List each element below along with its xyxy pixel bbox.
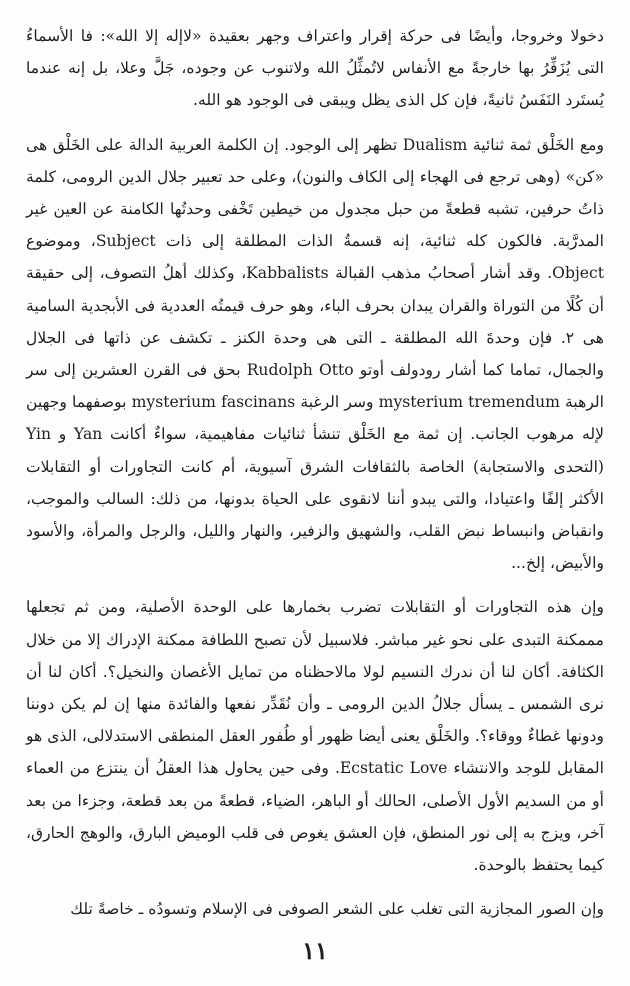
paragraph-2: ومع الخَلْق ثمة ثنائية Dualism تظهر إلى الوجود. إن الكلمة العربية الدالة على الخَلْق هى «كن» (وهى ترجع فى الهجاء إلى الكاف والنون)، وعلى حد تعبير جلال الدين الرومى، كلمة ذاتُ حرفين، تشبه قطعةً من حبل مجدول من خيطين تَخْفى وحدتُها الكامنة عن العين غير المدرَّبة. فالكون كله ثنائية، إنه قسمةُ الذات المطلقة إلى ذات Subject، وموضوع Object. وقد أشار أصحابُ مذهب القبالة Kabbalists، وكذلك أهلُ التصوف، إلى حقيقة أن كُلًا من التوراة والقران يبدان بحرف الباء، وهو حرف قيمتُه العددية فى الأبجدية السامية هى ٢. فإن وحدةَ الله المطلقة ـ التى هى وحدة الكنز ـ تكشف عن ذاتها فى الجلال والجمال، تماما كما أشار رودولف أوتو Rudolph Otto بحق فى القرن العشرين إلى سر الرهبة mysterium tremendum وسر الرغبة mysterium fascinans بوصفهما وجهين لإله مرهوب الجانب. إن ثمة مع الخَلْق تنشأ ثنائيات مفاهيمية، سواءٌ أكانت Yan و Yin (التحدى والاستجابة) الخاصة بالثقافات الشرق آسيوية، أم كانت التجاورات أو التقابلات الأكثر إلفًا واعتيادا، والتى يبدو أننا لانقوى على الحياة بدونها، من ذلك: السالب والموجب، وانقباض وانبساط نبض القلب، والشهيق والزفير، والنهار والليل، والرجل والمرأة، والأسود والأبيض، إلخ... bbox=[26, 135, 605, 573]
paragraph-1: دخولا وخروجا، وأيضًا فى حركة إقرار واعتراف وجهر بعقيدة «لاإله إلا الله»: فا الأسماءُ التى يُزَفِّرُ بها خارجةً مع الأنفاس لاتُمثِّلُ الله ولاتنوب عن وجوده، جَلَّ وعلا، بل إنه عندما يُستَرد النَفَسُ ثانيةً، فإن كل الذى يظل ويبقى فى الوجود هو الله. bbox=[26, 27, 604, 110]
paragraph-4: وإن الصور المجازية التى تغلب على الشعر الصوفى فى الإسلام وتسودُه ـ خاصةً تلك bbox=[70, 900, 604, 919]
page-number: ١١ bbox=[302, 936, 328, 965]
paragraph-3: وإن هذه التجاورات أو التقابلات تضرب بخمارها على الوحدة الأصلية، ومن ثم تجعلها مممكنة التبدى على نحو غير مباشر. فلاسبيل لأن تصبح اللطافة ممكنة الإدراك إلا من خلال الكثافة. أكان لنا أن ندرك النسيم لولا مالاحظناه من تمايل الأغصان والنخيل؟. أكان لنا أن نرى الشمس ـ يسأل جلالُ الدين الرومى ـ وأن نُقَدِّر نفعها والفائدة منها إن لم يكن دوننا ودونها غطاءٌ ووقاء؟. والخَلْق يعنى أيضا ظهور أو طُفور العقل المنطقى الاستدلالى، الذى هو المقابل للوجد والانتشاء Ecstatic Love. وفى حين يحاول هذا العقلُ أن ينتزع من العماء أو من السديم الأول الأصلى، الحالك أو الباهر، الضياء، قطعةً من بعد قطعة، وجزءا من بعد آخر، ويزج به إلى نور المنطق، فإن العشق يغوص فى قلب الوميض البارق، والوهج الحارق، كيما يحتفظ بالوحدة. bbox=[26, 598, 604, 875]
